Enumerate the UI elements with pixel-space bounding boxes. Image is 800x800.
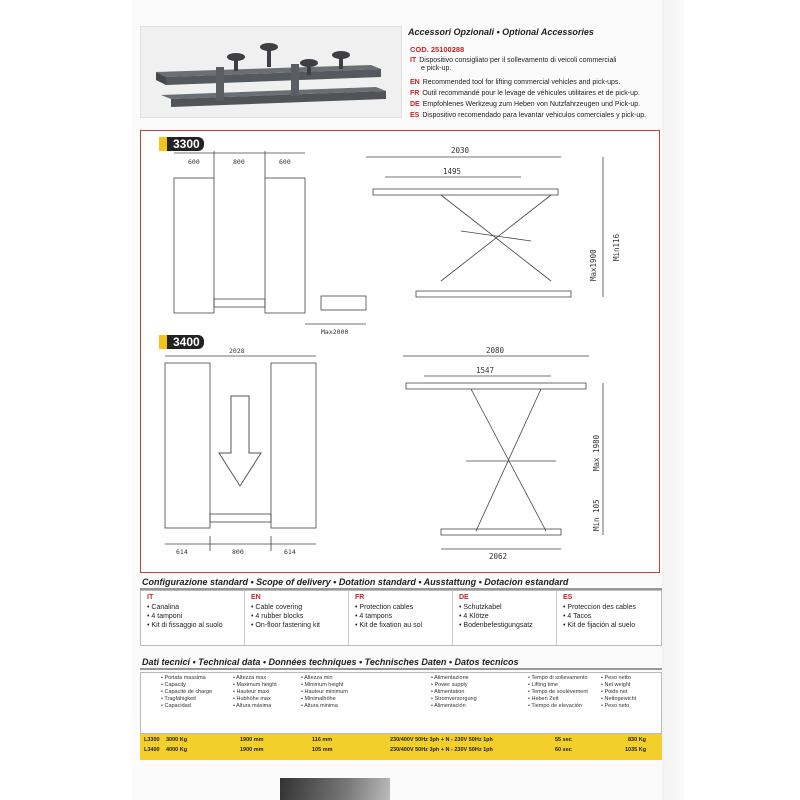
dim-3300-w3: 600 xyxy=(279,158,291,166)
tech-rule xyxy=(140,668,662,670)
accessory-line-it: IT Dispositivo consigliato per il sollevamento di veicoli commerciali xyxy=(410,57,617,64)
accessory-line-de: DE Empfohlenes Werkzeug zum Heben von Nutzfahrzeugen und Pick-up. xyxy=(410,101,641,108)
row2-model: L3400 xyxy=(144,747,160,753)
model-badge-top: 3300 xyxy=(161,137,204,151)
lift-drawings xyxy=(141,131,661,574)
accessory-photo xyxy=(140,26,402,118)
row1-max: 1900 mm xyxy=(240,737,264,743)
accessory-line-fr: FR Outil recommandé pour le levage de véhicules utilitaires et de pick-up. xyxy=(410,90,640,97)
dim-3400-w3: 614 xyxy=(284,548,296,556)
model-badge-bottom: 3400 xyxy=(161,335,204,349)
scope-col-en: EN • Cable covering • 4 rubber blocks • On-floor fastening kit xyxy=(245,591,349,645)
crossbeam-image xyxy=(141,27,401,117)
cover-photo-strip xyxy=(280,778,390,800)
accessory-code: COD. 25100288 xyxy=(410,45,465,54)
row2-weight: 1035 Kg xyxy=(625,747,647,753)
scope-col-fr: FR • Protection cables • 4 tampons • Kit de fixation au sol xyxy=(349,591,453,645)
accessories-title: Accessori Opzionali • Optional Accessories xyxy=(408,27,594,37)
dim-3300-inner: 1495 xyxy=(443,167,462,176)
scope-table xyxy=(140,590,662,646)
tech-col-power: • Alimentazione • Power supply • Alimentation • Stromversorgung • Alimentación xyxy=(431,675,477,709)
dim-3400-w1: 614 xyxy=(176,548,188,556)
tech-col-min-height: • Altezza min • Minimum height • Hauteur minimum • Minimalhöhe • Altura minima xyxy=(301,675,348,709)
dim-3400-total: 2080 xyxy=(486,346,505,355)
row1-capacity: 3000 Kg xyxy=(166,737,188,743)
scope-col-de: DE • Schutzkabel • 4 Klötze • Bodenbefestigungsatz xyxy=(453,591,557,645)
row1-power: 230/400V 50Hz 3ph + N - 230V 50Hz 1ph xyxy=(390,737,493,743)
row1-weight: 830 Kg xyxy=(628,737,647,743)
dim-3400-inner: 1547 xyxy=(476,366,495,375)
row2-capacity: 4000 Kg xyxy=(166,747,188,753)
row2-time: 60 sec xyxy=(555,747,572,753)
row2-power: 230/400V 50Hz 3ph + N - 230V 50Hz 1ph xyxy=(390,747,493,753)
scope-col-es: ES • Proteccion des cables • 4 Tacos • Kit de fijación al suelo xyxy=(563,594,636,629)
accessory-line-es: ES Dispositivo recomendado para levantar vehiculos comerciales y pick-up. xyxy=(410,112,647,119)
tech-heading: Dati tecnici • Technical data • Données techniques • Technisches Daten • Datos tecnicos xyxy=(142,657,519,667)
tech-col-weight: • Peso netto • Net weight • Poids net • Nettogewicht • Peso neto xyxy=(601,675,637,709)
dim-3300-total: 2030 xyxy=(451,146,470,155)
technical-drawings-frame xyxy=(140,130,660,573)
row2-min: 105 mm xyxy=(312,747,333,753)
dim-3300-hose: Max2000 xyxy=(321,328,349,336)
dim-3400-min: Min 105 xyxy=(592,499,601,531)
tech-col-max-height: • Altezza max • Maximum height • Hauteur maxi • Hubhöhe max • Altura máxima xyxy=(233,675,277,709)
tech-col-capacity: • Portata massima • Capacity • Capacité de charge • Tragfähigkeit • Capacidad xyxy=(161,675,213,709)
scope-col-it: IT • Canalina • 4 tamponi • Kit di fissaggio al suolo xyxy=(141,591,245,645)
scope-heading: Configurazione standard • Scope of delivery • Dotation standard • Ausstattung • Dotacion estandard xyxy=(142,577,569,587)
page-edge-shadow xyxy=(662,0,684,800)
row1-min: 116 mm xyxy=(312,737,333,743)
tech-col-lifting-time: • Tempo di sollevamento • Lifting time • Temps de soulèvement • Heben Zeit • Tiempo de elevación xyxy=(528,675,588,709)
row1-model: L3300 xyxy=(144,737,160,743)
row1-time: 55 sec xyxy=(555,737,572,743)
tech-table xyxy=(140,672,662,764)
dim-3400-base: 2062 xyxy=(489,552,508,561)
dim-3400-max: Max 1980 xyxy=(592,434,601,471)
dim-3300-w1: 600 xyxy=(188,158,200,166)
dim-3400-w2: 800 xyxy=(232,548,244,556)
dim-3300-max: Max1900 xyxy=(589,249,598,281)
tech-table-header xyxy=(140,672,662,734)
dim-3400-total-top: 2028 xyxy=(229,347,245,355)
dim-3300-w2: 800 xyxy=(233,158,245,166)
row2-max: 1900 mm xyxy=(240,747,264,753)
dim-3300-min: Min116 xyxy=(612,233,621,261)
accessory-line-en: EN Recommended tool for lifting commercial vehicles and pick-ups. xyxy=(410,79,621,86)
tech-table-data xyxy=(140,734,662,760)
accessory-line-it-cont: e pick-up. xyxy=(421,65,452,72)
